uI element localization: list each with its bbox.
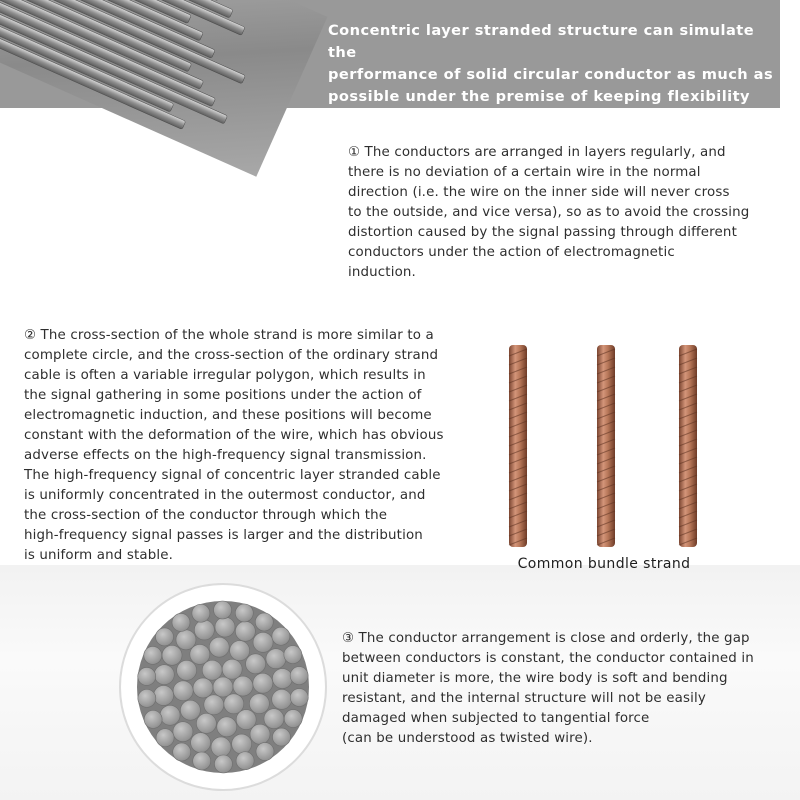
conductor-wire-dot [235,604,253,622]
conductor-wire-dot [209,637,229,657]
conductor-wire-dot [154,665,174,685]
conductor-wire-dot [272,689,292,709]
conductor-wire-dot [272,627,290,645]
conductor-wire-dot [272,669,292,689]
conductor-wire-dot [236,752,254,770]
conductor-wire-dot [255,613,273,631]
copper-strands-caption: Common bundle strand [517,556,691,572]
point-2-text: ② The cross-section of the whole strand is more similar to a complete circle, and the cross-section of the ordinary strand cable is often a variable irregular polygon, which results in the signal gathering in some positions under the action of electromagnetic induction, and these positions will become constant with the deformation of the wire, which has obvious adverse effects on the high-frequency signal transmission. The high-frequency signal of concentric layer stranded cable is uniformly concentrated in the outermost conductor, and the cross-section of the conductor through which the high-frequency signal passes is larger and the distribution is uniform and stable. [24,328,444,563]
conductor-wire-dot [253,632,273,652]
conductor-wire-dot [232,734,252,754]
conductor-wire-dot [217,717,237,737]
copper-strand [509,345,527,547]
conductor-wire-dot [290,667,308,685]
copper-strand [597,345,615,547]
conductor-wire-dot [172,613,190,631]
conductor-wire-dot [156,729,174,747]
conductor-wire-dot [144,710,162,728]
copper-strands-image [476,335,738,557]
conductor-wire-dot [138,667,156,685]
conductor-wire-dot [233,676,253,696]
point-3-text: ③ The conductor arrangement is close and orderly, the gap between conductors is constant, the conductor contained in unit diameter is more, the wire body is soft and bending resistant, and the internal structure will not be easily damaged when subjected to tangential force (can be understood as twisted wire). [342,631,754,746]
conductor-wire-dot [156,628,174,646]
conductor-wire-dot [173,722,193,742]
conductor-wire-dot [253,673,273,693]
conductor-wire-dot [284,646,302,664]
conductor-wire-dot [230,641,250,661]
conductor-wire-dot [193,678,213,698]
conductor-wire-dot [173,743,191,761]
conductor-wire-dot [214,755,232,773]
conductor-wire-dot [213,677,233,697]
conductor-wire-dot [204,695,224,715]
conductor-wire-dot [290,689,308,707]
cross-section-image [118,582,328,792]
conductor-wire-dot [138,689,156,707]
conductor-wire-dot [272,728,290,746]
conductor-wire-dot [160,705,180,725]
conductor-wire-dot [191,733,211,753]
conductor-wire-dot [246,654,266,674]
stranded-conductor-image [0,0,340,215]
conductor-wire-dot [162,645,182,665]
point-1-text: ① The conductors are arranged in layers regularly, and there is no deviation of a certain wire in the normal direction (i.e. the wire on the inner side will never cross to the outside, and vice versa), so as to avoid the crossing distortion caused by the signal passing through different conductors under the action of electromagnetic induction. [348,145,750,280]
conductor-wire-dot [180,700,200,720]
conductor-wire-dot [194,620,214,640]
conductor-wire-dot [264,709,284,729]
copper-strand [679,345,697,547]
conductor-wire-dot [211,737,231,757]
conductor-wire-dot [222,659,242,679]
conductor-wire-dot [266,649,286,669]
conductor-wire-dot [192,604,210,622]
conductor-wire-dot [214,601,232,619]
conductor-wire-dot [256,743,274,761]
conductor-wire-dot [173,681,193,701]
header-title: Concentric layer stranded structure can simulate the performance of solid circular conductor as much as possible under the premise of keeping flexibility [328,22,774,105]
conductor-wire-dot [249,694,269,714]
conductor-wire-dot [193,752,211,770]
conductor-wire-dot [250,724,270,744]
conductor-wire-dot [215,617,235,637]
conductor-wire-dot [144,646,162,664]
conductor-wire-dot [177,660,197,680]
conductor-wire-dot [235,621,255,641]
conductor-wire-dot [176,630,196,650]
conductor-wire-dot [154,685,174,705]
conductor-wire-dot [196,713,216,733]
conductor-wire-dot [284,710,302,728]
